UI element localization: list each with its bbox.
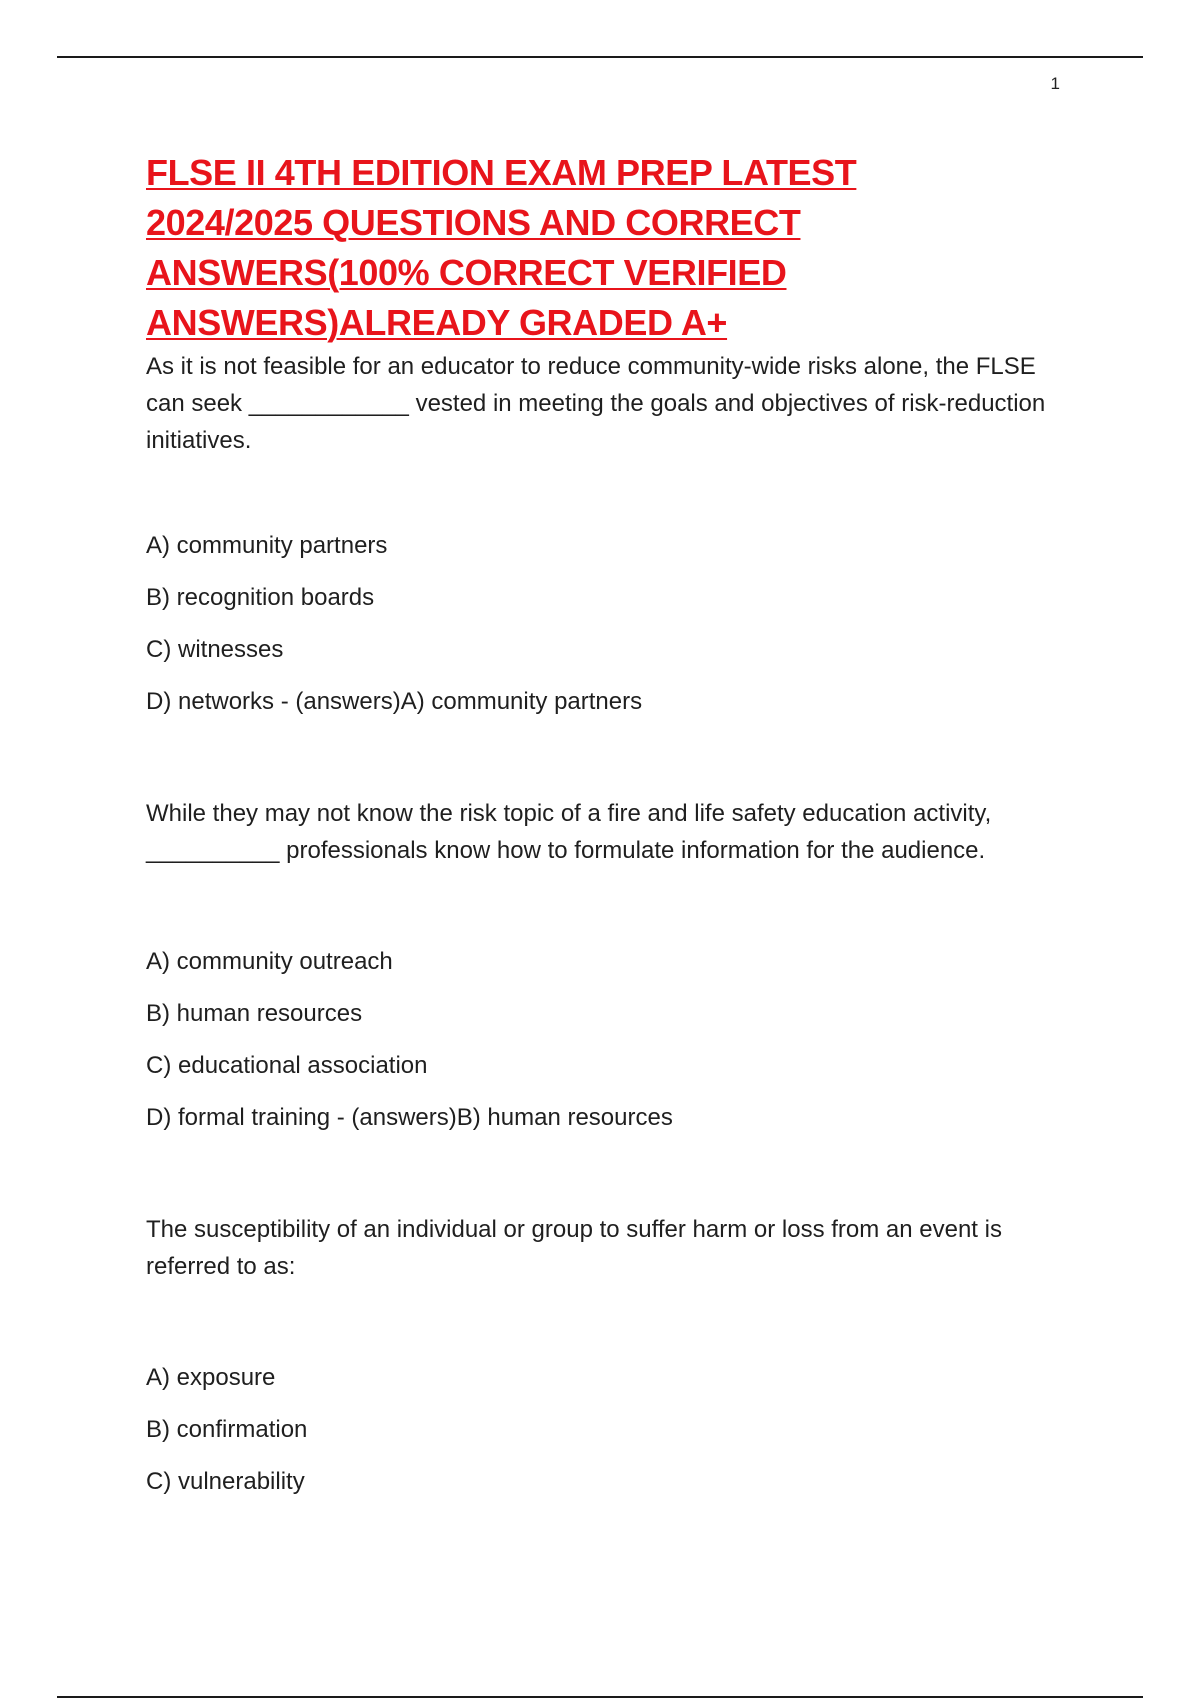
header-rule bbox=[57, 56, 1143, 58]
option-c: C) educational association bbox=[146, 1052, 428, 1079]
title-line: 2024/2025 QUESTIONS AND CORRECT bbox=[146, 202, 801, 243]
question-text: The susceptibility of an individual or group to suffer harm or loss from an event is referred to as: bbox=[146, 1216, 1002, 1280]
question-text: As it is not feasible for an educator to reduce community-wide risks alone, the FLSE can seek ____________ vested in meeting the goals and objectives of risk-reduction initiatives. bbox=[146, 353, 1046, 454]
option-b: B) recognition boards bbox=[146, 584, 375, 611]
page-number: 1 bbox=[1050, 74, 1060, 93]
question-block bbox=[146, 348, 1066, 717]
option-d-with-answer: D) networks - (answers)A) community partners bbox=[146, 688, 643, 715]
question-block bbox=[146, 795, 1066, 1133]
title-line: ANSWERS)ALREADY GRADED A+ bbox=[146, 302, 728, 343]
option-a: A) community outreach bbox=[146, 948, 393, 975]
answer-options bbox=[146, 1363, 1066, 1497]
option-b: B) human resources bbox=[146, 1000, 363, 1027]
question-text: While they may not know the risk topic of a fire and life safety education activity, __________ professionals know how to formulate information for the audience. bbox=[146, 800, 992, 864]
option-b: B) confirmation bbox=[146, 1416, 308, 1443]
document-title bbox=[146, 148, 1066, 348]
footer-rule bbox=[57, 1696, 1143, 1698]
title-line: ANSWERS(100% CORRECT VERIFIED bbox=[146, 252, 787, 293]
option-a: A) community partners bbox=[146, 532, 388, 559]
answer-options bbox=[146, 531, 1066, 717]
option-c: C) vulnerability bbox=[146, 1468, 305, 1495]
option-d-with-answer: D) formal training - (answers)B) human resources bbox=[146, 1104, 673, 1131]
option-a: A) exposure bbox=[146, 1364, 276, 1391]
answer-options bbox=[146, 947, 1066, 1133]
title-line: FLSE II 4TH EDITION EXAM PREP LATEST bbox=[146, 152, 857, 193]
document-body bbox=[146, 148, 1066, 1519]
question-block bbox=[146, 1211, 1066, 1497]
option-c: C) witnesses bbox=[146, 636, 284, 663]
